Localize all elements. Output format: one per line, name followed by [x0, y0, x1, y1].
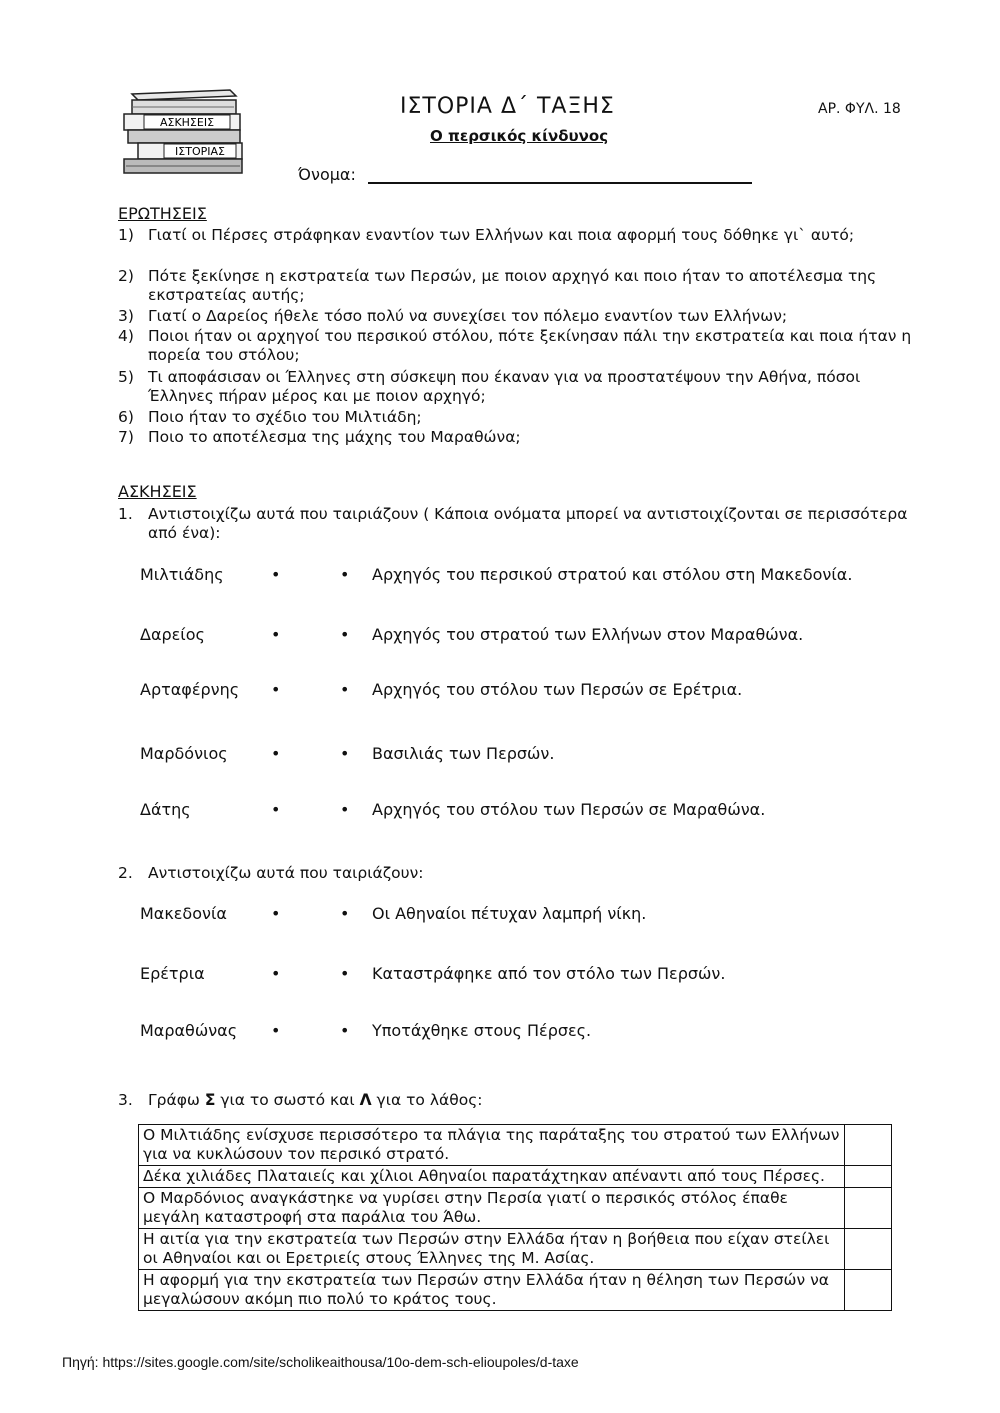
question-number: 1) [118, 226, 134, 244]
statement-cell: Δέκα χιλιάδες Πλαταιείς και χίλιοι Αθηναίοι παρατάχτηκαν απέναντι από τους Πέρσες. [139, 1166, 845, 1188]
statement-cell: Ο Μαρδόνιος αναγκάστηκε να γυρίσει στην Περσία γιατί ο περσικός στόλος έπαθε μεγάλη καταστροφή στα παράλια του Άθω. [139, 1188, 845, 1229]
table-row [139, 1229, 892, 1270]
exercise-text [148, 1091, 918, 1110]
match-dot-right[interactable]: • [340, 904, 350, 923]
name-field[interactable] [368, 182, 752, 184]
question-text: Ποιοι ήταν οι αρχηγοί του περσικού στόλου, πότε ξεκίνησαν πάλι την εκστρατεία και ποια ήταν η πορεία του στόλου; [148, 327, 912, 364]
match-dot-right[interactable]: • [340, 625, 350, 644]
question-item [118, 327, 918, 365]
logo-label-bottom: ΙΣΤΟΡΙΑΣ [175, 145, 225, 158]
exercise-number: 2. [118, 864, 133, 882]
match-dot-right[interactable]: • [340, 964, 350, 983]
worksheet-title: ΙΣΤΟΡΙΑ Δ΄ ΤΑΞΗΣ [400, 94, 615, 119]
questions-heading: ΕΡΩΤΗΣΕΙΣ [118, 204, 207, 223]
question-number: 3) [118, 307, 134, 325]
question-number: 4) [118, 327, 134, 345]
match-dot-right[interactable]: • [340, 680, 350, 699]
match-dot-left[interactable]: • [271, 625, 281, 644]
statement-cell: Ο Μιλτιάδης ενίσχυσε περισσότερο τα πλάγια της παράταξης του στρατού των Ελλήνων για να κυκλώσουν τον περσικό στρατό. [139, 1125, 845, 1166]
books-logo [118, 86, 250, 178]
table-row [139, 1166, 892, 1188]
question-item [118, 428, 918, 447]
match-right-item: Υποτάχθηκε στους Πέρσες. [372, 1021, 592, 1040]
logo-label-top: ΑΣΚΗΣΕΙΣ [159, 116, 215, 129]
exercise-1-instruction [118, 505, 918, 543]
false-letter: Λ [359, 1091, 372, 1109]
worksheet-subtitle: Ο περσικός κίνδυνος [430, 127, 609, 145]
match-left-item: Μιλτιάδης [140, 565, 224, 584]
exercise-number: 1. [118, 505, 133, 523]
match-left-item: Δαρείος [140, 625, 205, 644]
exercise-number: 3. [118, 1091, 133, 1109]
table-row [139, 1125, 892, 1166]
match-left-item: Μακεδονία [140, 904, 227, 923]
answer-cell[interactable] [845, 1166, 892, 1188]
match-dot-right[interactable]: • [340, 800, 350, 819]
table-row [139, 1270, 892, 1311]
question-text: Πότε ξεκίνησε η εκστρατεία των Περσών, με ποιον αρχηγό και ποιο ήταν το αποτέλεσμα της εκστρατείας αυτής; [148, 267, 877, 304]
true-letter: Σ [204, 1091, 216, 1109]
books-stack-icon [118, 86, 250, 178]
answer-cell[interactable] [845, 1125, 892, 1166]
match-right-item: Αρχηγός του στόλου των Περσών σε Μαραθώνα. [372, 800, 766, 819]
question-number: 6) [118, 408, 134, 426]
match-right-item: Καταστράφηκε από τον στόλο των Περσών. [372, 964, 726, 983]
instruction-part: για το σωστό και [220, 1091, 355, 1109]
sheet-number: ΑΡ. ΦΥΛ. 18 [818, 101, 901, 117]
statement-cell: Η αιτία για την εκστρατεία των Περσών στην Ελλάδα ήταν η βοήθεια που είχαν στείλει οι Αθηναίοι και οι Ερετριείς στους Έλληνες της Μ. Ασίας. [139, 1229, 845, 1270]
match-left-item: Μαρδόνιος [140, 744, 228, 763]
question-item [118, 408, 918, 427]
answer-cell[interactable] [845, 1188, 892, 1229]
question-number: 7) [118, 428, 134, 446]
match-right-item: Αρχηγός του στρατού των Ελλήνων στον Μαραθώνα. [372, 625, 804, 644]
true-false-table [138, 1124, 892, 1311]
exercises-heading: ΑΣΚΗΣΕΙΣ [118, 482, 197, 501]
exercise-text: Αντιστοιχίζω αυτά που ταιριάζουν ( Κάποια ονόματα μπορεί να αντιστοιχίζονται σε περισσότερα από ένα): [148, 505, 908, 542]
match-dot-left[interactable]: • [271, 744, 281, 763]
question-item [118, 368, 918, 406]
question-number: 2) [118, 267, 134, 285]
match-right-item: Βασιλιάς των Περσών. [372, 744, 555, 763]
match-left-item: Ερέτρια [140, 964, 205, 983]
name-label: Όνομα: [298, 165, 356, 184]
match-left-item: Μαραθώνας [140, 1021, 238, 1040]
question-item [118, 226, 918, 245]
question-text: Γιατί ο Δαρείος ήθελε τόσο πολύ να συνεχίσει τον πόλεμο εναντίον των Ελλήνων; [148, 307, 788, 325]
match-left-item: Δάτης [140, 800, 191, 819]
instruction-part: Γράφω [148, 1091, 200, 1109]
question-text: Ποιο το αποτέλεσμα της μάχης του Μαραθώνα; [148, 428, 521, 446]
question-item [118, 267, 918, 305]
match-dot-left[interactable]: • [271, 680, 281, 699]
match-dot-left[interactable]: • [271, 565, 281, 584]
match-dot-left[interactable]: • [271, 904, 281, 923]
match-dot-right[interactable]: • [340, 1021, 350, 1040]
match-dot-right[interactable]: • [340, 744, 350, 763]
answer-cell[interactable] [845, 1270, 892, 1311]
match-right-item: Οι Αθηναίοι πέτυχαν λαμπρή νίκη. [372, 904, 647, 923]
exercise-3-instruction [118, 1091, 918, 1110]
question-number: 5) [118, 368, 134, 386]
question-text: Γιατί οι Πέρσες στράφηκαν εναντίον των Ελλήνων και ποια αφορμή τους δόθηκε γι` αυτό; [148, 226, 855, 244]
source-footer: Πηγή: https://sites.google.com/site/scholikeaithousa/10o-dem-sch-elioupoles/d-taxe [62, 1354, 579, 1370]
table-row [139, 1188, 892, 1229]
answer-cell[interactable] [845, 1229, 892, 1270]
instruction-part: για το λάθος: [376, 1091, 483, 1109]
statement-cell: Η αφορμή για την εκστρατεία των Περσών στην Ελλάδα ήταν η θέληση των Περσών να μεγαλώσουν ακόμη πιο πολύ το κράτος τους. [139, 1270, 845, 1311]
exercise-2-instruction [118, 864, 918, 883]
match-dot-right[interactable]: • [340, 565, 350, 584]
match-right-item: Αρχηγός του στόλου των Περσών σε Ερέτρια. [372, 680, 743, 699]
match-left-item: Αρταφέρνης [140, 680, 240, 699]
match-dot-left[interactable]: • [271, 964, 281, 983]
question-item [118, 307, 918, 326]
match-dot-left[interactable]: • [271, 1021, 281, 1040]
match-right-item: Αρχηγός του περσικού στρατού και στόλου στη Μακεδονία. [372, 565, 853, 584]
question-text: Τι αποφάσισαν οι Έλληνες στη σύσκεψη που έκαναν για να προστατέψουν την Αθήνα, πόσοι Έλληνες πήραν μέρος και με ποιον αρχηγό; [148, 368, 861, 405]
question-text: Ποιο ήταν το σχέδιο του Μιλτιάδη; [148, 408, 422, 426]
match-dot-left[interactable]: • [271, 800, 281, 819]
exercise-text: Αντιστοιχίζω αυτά που ταιριάζουν: [148, 864, 424, 882]
